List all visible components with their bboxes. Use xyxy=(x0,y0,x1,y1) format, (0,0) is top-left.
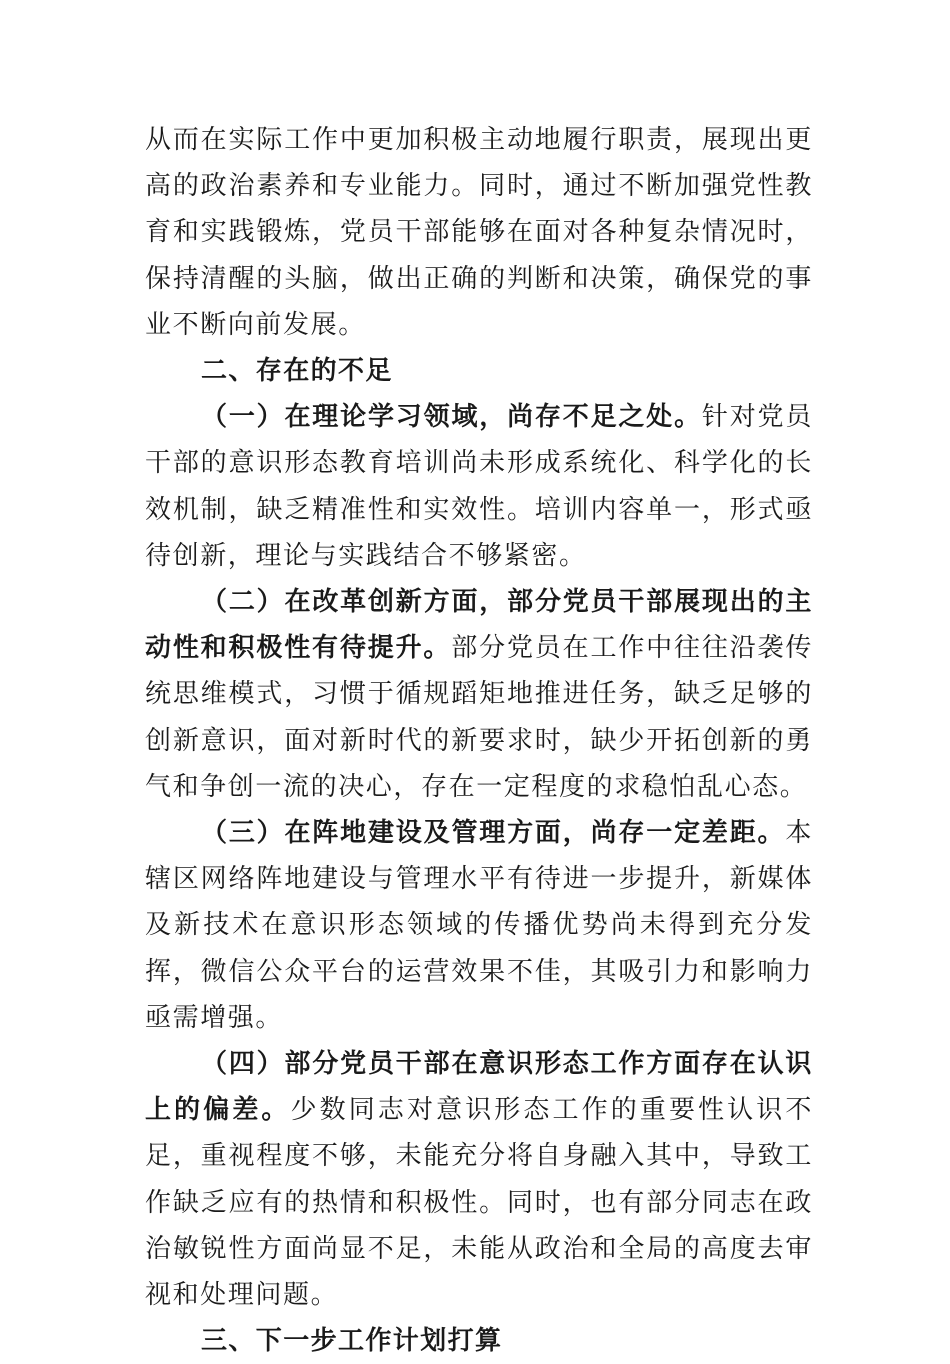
item-lead: （二）在改革创新方面，部分党员干部展现出的主动性和积极性有待提升。 xyxy=(145,587,813,664)
item-lead: （四）部分党员干部在意识形态工作方面存在认识上的偏差。 xyxy=(145,1049,813,1126)
item-text: 本辖区网络阵地建设与管理水平有待进一步提升，新媒体及新技术在意识形态领域的传播优势尚未得到充分发挥，微信公众平台的运营效果不佳，其吸引力和影响力亟需增强。 xyxy=(145,818,813,1033)
item-text: 少数同志对意识形态工作的重要性认识不足，重视程度不够，未能充分将自身融入其中，导致工作缺乏应有的热情和积极性。同时，也有部分同志在政治敏锐性方面尚显不足，未能从政治和全局的高度去审视和处理问题。 xyxy=(145,1095,813,1311)
item-lead: （三）在阵地建设及管理方面，尚存一定差距。 xyxy=(201,818,786,849)
item-text: 部分党员在工作中往往沿袭传统思维模式，习惯于循规蹈矩地推进任务，缺乏足够的创新意识，面对新时代的新要求时，缺少开拓创新的勇气和争创一流的决心，存在一定程度的求稳怕乱心态。 xyxy=(145,633,813,802)
item-paragraph-1 xyxy=(145,394,813,579)
heading-text: 三、下一步工作计划打算 xyxy=(201,1326,503,1357)
heading-text: 二、存在的不足 xyxy=(201,356,393,387)
item-paragraph-2 xyxy=(145,579,813,810)
section-heading-next-steps xyxy=(145,1318,813,1364)
body-paragraph xyxy=(145,117,813,348)
item-lead: （一）在理论学习领域，尚存不足之处。 xyxy=(201,402,702,433)
paragraph-text: 从而在实际工作中更加积极主动地履行职责，展现出更高的政治素养和专业能力。同时，通过不断加强党性教育和实践锻炼，党员干部能够在面对各种复杂情况时，保持清醒的头脑，做出正确的判断和决策，确保党的事业不断向前发展。 xyxy=(145,125,813,340)
document-body xyxy=(145,117,813,1364)
item-text: 针对党员干部的意识形态教育培训尚未形成系统化、科学化的长效机制，缺乏精准性和实效性。培训内容单一，形式亟待创新，理论与实践结合不够紧密。 xyxy=(145,402,813,571)
section-heading-shortcomings xyxy=(145,348,813,394)
item-paragraph-4 xyxy=(145,1041,813,1318)
item-paragraph-3 xyxy=(145,810,813,1041)
